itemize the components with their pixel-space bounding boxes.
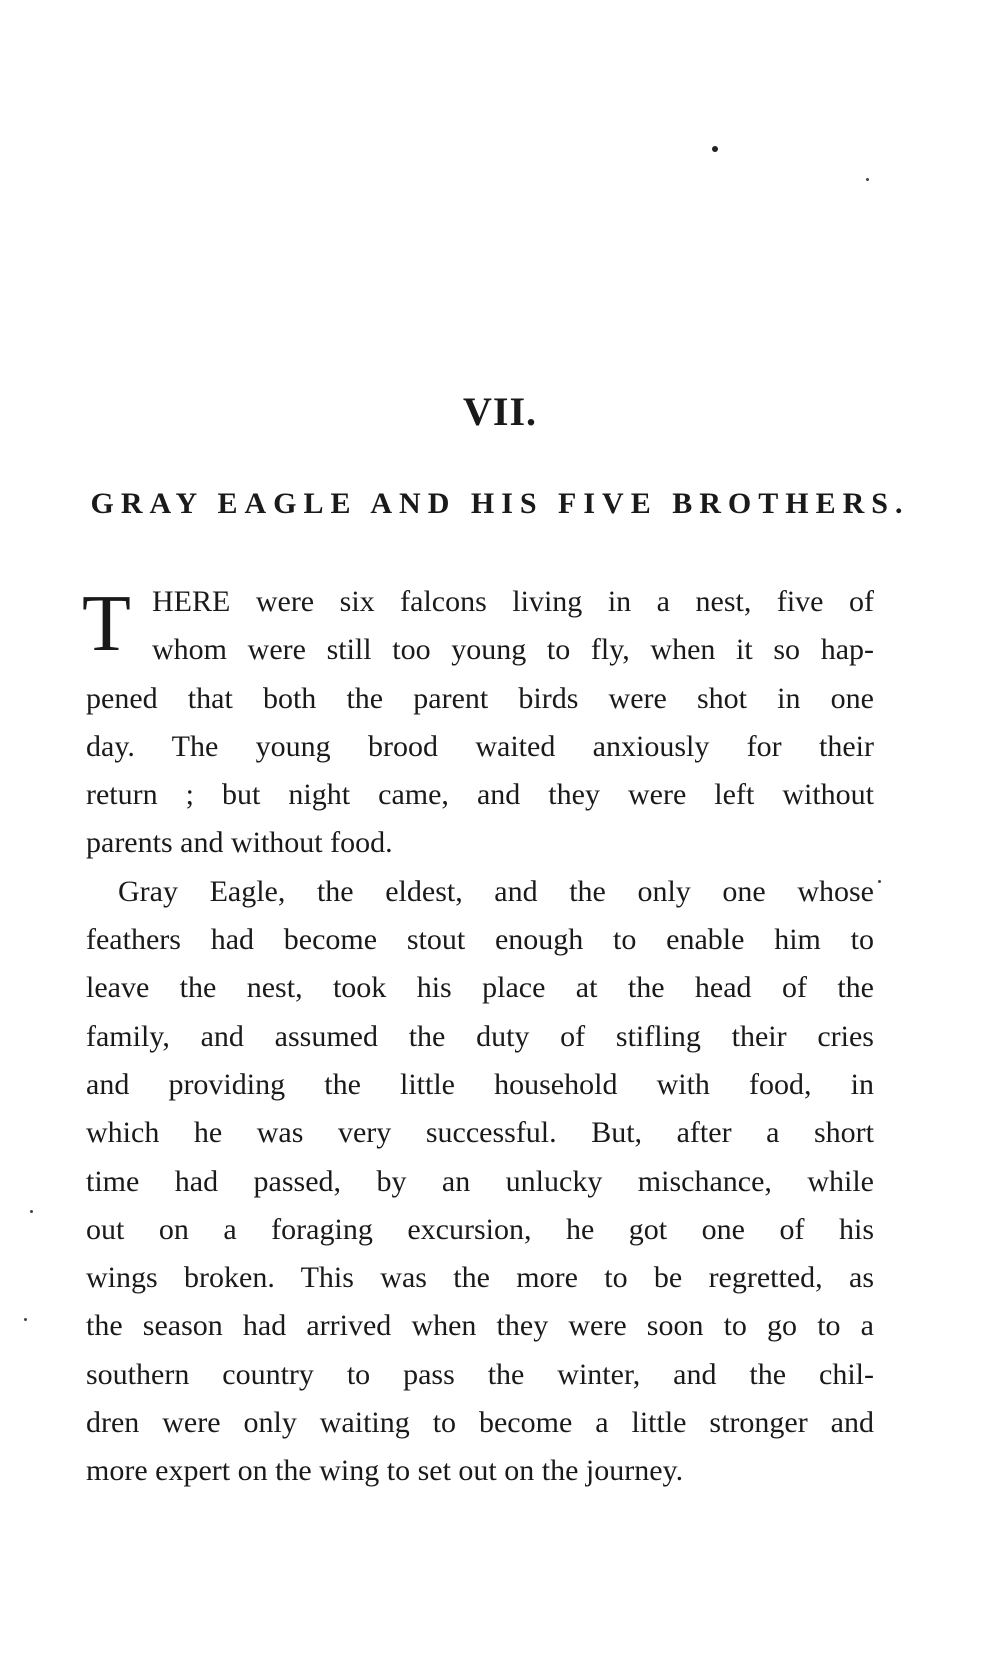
- text-line: out on a foraging excursion, he got one of his: [86, 1212, 874, 1246]
- text-line: the season had arrived when they were soon to go to a: [86, 1309, 874, 1343]
- text-line: dren were only waiting to become a little stronger and: [86, 1406, 874, 1440]
- text-line: southern country to pass the winter, and the chil-: [86, 1357, 874, 1391]
- text-line: feathers had become stout enough to enable him to: [86, 923, 874, 957]
- chapter-title: GRAY EAGLE AND HIS FIVE BROTHERS.: [90, 487, 910, 520]
- ink-speck: [24, 1318, 27, 1321]
- ink-speck: [866, 178, 869, 181]
- text-line: day. The young brood waited anxiously for their: [86, 729, 874, 763]
- ink-speck: [712, 146, 718, 152]
- drop-cap: T: [82, 580, 131, 668]
- text-line: whom were still too young to fly, when it so hap-: [152, 633, 874, 667]
- text-line: which he was very successful. But, after a short: [86, 1116, 874, 1150]
- paragraph: [82, 578, 874, 868]
- text-line: time had passed, by an unlucky mischance, while: [86, 1164, 874, 1198]
- text-line: parents and without food.: [86, 826, 393, 860]
- text-line: pened that both the parent birds were shot in one: [86, 681, 874, 715]
- paragraph: [86, 868, 874, 1496]
- text-line: family, and assumed the duty of stifling their cries: [86, 1019, 874, 1053]
- text-line: Gray Eagle, the eldest, and the only one whose: [118, 874, 874, 908]
- text-line: return ; but night came, and they were left without: [86, 778, 874, 812]
- text-line: more expert on the wing to set out on the journey.: [86, 1454, 684, 1488]
- text-line: wings broken. This was the more to be regretted, as: [86, 1261, 874, 1295]
- ink-speck: [30, 1210, 33, 1213]
- ink-speck: [878, 880, 881, 883]
- chapter-number: VII.: [462, 389, 538, 434]
- text-line: leave the nest, took his place at the head of the: [86, 971, 874, 1005]
- text-line: HERE were six falcons living in a nest, five of: [152, 585, 874, 618]
- chapter-text: [82, 578, 874, 1496]
- text-line: and providing the little household with food, in: [86, 1067, 874, 1101]
